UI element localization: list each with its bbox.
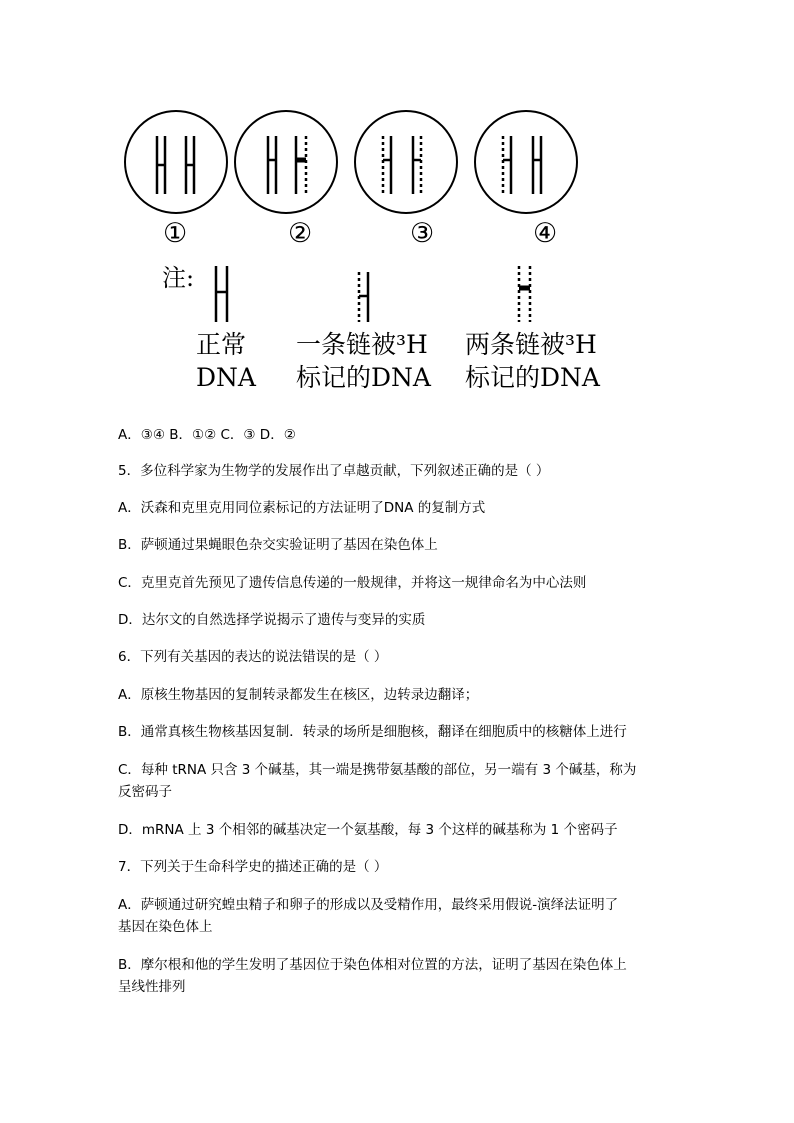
q7-option-b	[118, 954, 678, 998]
q7-option-a	[118, 894, 678, 938]
q5-option-b: B．萨顿通过果蝇眼色杂交实验证明了基因在染色体上	[118, 537, 438, 553]
q6-option-b: B．通常真核生物核基因复制．转录的场所是细胞核，翻译在细胞质中的核糖体上进行	[118, 724, 627, 740]
q5-option-c: C．克里克首先预见了遗传信息传递的一般规律，并将这一规律命名为中心法则	[118, 575, 587, 591]
circle-label-4: ④	[533, 218, 558, 249]
circle-label-2: ②	[288, 218, 313, 249]
legend-symbol-two-labeled	[519, 266, 530, 322]
circle-label-3: ③	[410, 218, 435, 249]
q7-option-b-line2: 呈线性排列	[118, 979, 186, 995]
q6-option-c-line2: 反密码子	[118, 784, 172, 800]
cell-circle-3	[355, 111, 457, 213]
q7-option-a-line1: A．萨顿通过研究蝗虫精子和卵子的形成以及受精作用，最终采用假说-演绎法证明了	[118, 897, 619, 913]
chromosomes-cell-4	[503, 136, 541, 194]
legend-two-strands-line2: 标记的DNA	[465, 363, 600, 392]
q6-option-c-line1: C．每种 tRNA 只含 3 个碱基，其一端是携带氨基酸的部位，另一端有 3 个碱基，称为	[118, 762, 637, 778]
cell-circle-1	[125, 111, 227, 213]
cell-circle-2	[235, 111, 337, 213]
q6-option-c	[118, 759, 678, 803]
legend-two-strands-line1: 两条链被³H	[465, 330, 597, 359]
chromosomes-cell-1	[157, 136, 194, 194]
q6-option-a: A．原核生物基因的复制转录都发生在核区，边转录边翻译；	[118, 687, 479, 703]
legend-normal	[196, 328, 256, 394]
q5-option-a: A．沃森和克里克用同位素标记的方法证明了DNA 的复制方式	[118, 500, 486, 516]
legend-normal-line1: 正常	[196, 330, 247, 359]
q4-options: A．③④ B．①② C．③ D．②	[118, 427, 296, 443]
q6-option-d: D．mRNA 上 3 个相邻的碱基决定一个氨基酸，每 3 个这样的碱基称为 1 个密码子	[118, 822, 618, 838]
legend-one-strand	[296, 328, 431, 394]
legend-one-strand-line1: 一条链被³H	[296, 330, 428, 359]
chromosomes-cell-3	[383, 136, 421, 194]
cell-circle-4	[475, 111, 577, 213]
chromosomes-cell-2	[268, 136, 306, 194]
circle-label-1: ①	[163, 218, 188, 249]
q5-stem: 5．多位科学家为生物学的发展作出了卓越贡献，下列叙述正确的是（ ）	[118, 463, 550, 479]
legend-symbol-normal	[216, 266, 227, 322]
q5-option-d: D．达尔文的自然选择学说揭示了遗传与变异的实质	[118, 612, 426, 628]
note-label: 注:	[162, 264, 195, 292]
q6-stem: 6．下列有关基因的表达的说法错误的是（ ）	[118, 649, 388, 665]
legend-one-strand-line2: 标记的DNA	[296, 363, 431, 392]
q7-stem: 7．下列关于生命科学史的描述正确的是（ ）	[118, 859, 388, 875]
q7-option-b-line1: B．摩尔根和他的学生发明了基因位于染色体相对位置的方法，证明了基因在染色体上	[118, 957, 627, 973]
legend-symbol-one-labeled	[359, 272, 368, 322]
legend-normal-line2: DNA	[196, 363, 256, 392]
q7-option-a-line2: 基因在染色体上	[118, 919, 213, 935]
legend-two-strands	[465, 328, 600, 394]
